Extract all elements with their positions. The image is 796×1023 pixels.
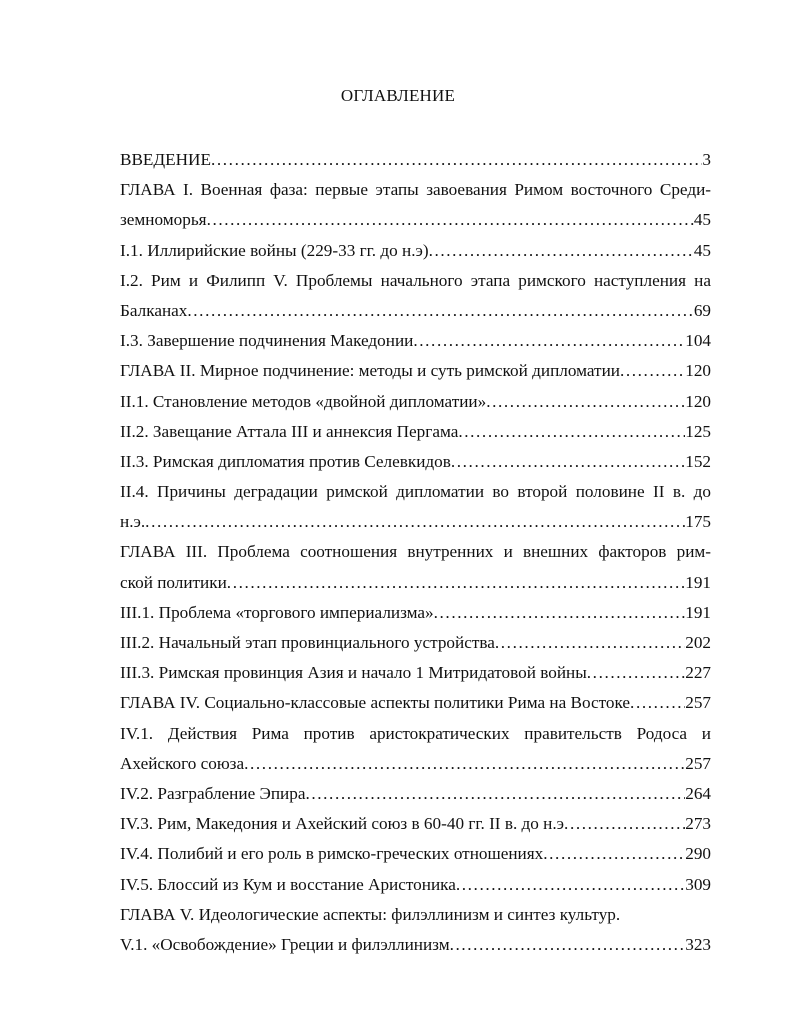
toc-entry-line — [120, 236, 711, 266]
dot-leader — [451, 447, 685, 477]
toc-page-number: 264 — [685, 783, 711, 803]
toc-entry-text: ской политики — [120, 572, 227, 592]
toc-entry-line — [120, 779, 711, 809]
toc-page-number: 227 — [685, 663, 711, 683]
toc-entry-line — [120, 507, 711, 537]
toc-entry-text: III.2. Начальный этап провинциального устройства — [120, 633, 495, 652]
toc-page-number: 104 — [685, 331, 711, 351]
toc-entry-line — [120, 387, 711, 417]
toc-page-number: 257 — [685, 693, 711, 713]
toc-page-number: 3 — [702, 150, 711, 169]
dot-leader — [458, 417, 685, 447]
toc-entry-text: Балканах — [120, 300, 188, 320]
dot-leader — [587, 658, 685, 688]
toc-page-number: 309 — [685, 874, 711, 894]
toc-entry-line — [120, 900, 711, 930]
toc-entry-text: III.3. Римская провинция Азия и начало 1 Митридатовой войны — [120, 663, 587, 683]
toc-entry-line — [120, 477, 711, 507]
toc-page-number: 152 — [685, 451, 711, 471]
toc-entry-text: II.4. Причины деградации римской дипломатии во второй половине II в. до — [120, 482, 711, 502]
toc-page-number: 273 — [685, 814, 711, 834]
toc-entry-text: IV.2. Разграбление Эпира — [120, 783, 306, 803]
toc-entry-line — [120, 205, 711, 235]
toc-entry-text: IV.5. Блоссий из Кум и восстание Аристоника — [120, 874, 456, 894]
dot-leader — [413, 326, 685, 356]
toc-entry-line — [120, 628, 711, 658]
toc-page-number: 69 — [693, 300, 711, 320]
toc-entry-line — [120, 749, 711, 779]
toc-entry-text: ГЛАВА II. Мирное подчинение: методы и суть римской дипломатии — [120, 361, 620, 381]
dot-leader — [145, 507, 685, 537]
dot-leader — [630, 688, 685, 718]
table-of-contents — [120, 145, 711, 960]
toc-entry-text: I.3. Завершение подчинения Македонии — [120, 331, 414, 351]
toc-entry-text: I.2. Рим и Филипп V. Проблемы начального этапа римского наступления на — [120, 270, 711, 290]
toc-entry-text: II.1. Становление методов «двойной дипломатии» — [120, 391, 487, 411]
toc-entry-line — [120, 839, 711, 869]
toc-page-number: 45 — [693, 240, 711, 260]
toc-entry-line — [120, 326, 711, 356]
toc-page-number: 257 — [685, 753, 711, 773]
toc-entry-text: ГЛАВА V. Идеологические аспекты: филэллинизм и синтез культур. — [120, 904, 621, 924]
toc-entry-text: ГЛАВА III. Проблема соотношения внутренних и внешних факторов рим- — [120, 542, 711, 562]
toc-entry-line — [120, 568, 711, 598]
toc-entry-text: Ахейского союза — [120, 753, 245, 773]
toc-entry-line — [120, 175, 711, 205]
dot-leader — [543, 839, 685, 869]
dot-leader — [211, 145, 702, 175]
dot-leader — [244, 749, 685, 779]
toc-entry-line — [120, 598, 711, 628]
toc-entry-text: II.3. Римская дипломатия против Селевкидов — [120, 451, 451, 471]
dot-leader — [207, 205, 694, 235]
toc-page-number: 45 — [693, 210, 711, 230]
toc-entry-text: ГЛАВА IV. Социально-классовые аспекты политики Рима на Востоке — [120, 693, 631, 713]
toc-entry-line — [120, 930, 711, 960]
toc-entry-line — [120, 809, 711, 839]
toc-entry-text: I.1. Иллирийские войны (229-33 гг. до н.э) — [120, 240, 429, 260]
dot-leader — [227, 568, 685, 598]
dot-leader — [456, 870, 685, 900]
toc-page-number: 120 — [685, 391, 711, 411]
dot-leader — [486, 387, 685, 417]
toc-entry-line — [120, 356, 711, 386]
dot-leader — [495, 628, 685, 658]
toc-entry-line — [120, 688, 711, 718]
toc-page-number: 175 — [685, 512, 711, 532]
toc-entry-text: V.1. «Освобождение» Греции и филэллинизм — [120, 934, 450, 954]
toc-page-number: 323 — [685, 934, 711, 954]
toc-entry-line — [120, 145, 711, 175]
dot-leader — [450, 930, 686, 960]
dot-leader — [620, 356, 685, 386]
toc-entry-line — [120, 417, 711, 447]
toc-entry-line — [120, 870, 711, 900]
toc-entry-text: ГЛАВА I. Военная фаза: первые этапы завоевания Римом восточного Среди- — [120, 180, 711, 200]
toc-entry-line — [120, 296, 711, 326]
toc-entry-text: II.2. Завещание Аттала III и аннексия Пергама — [120, 421, 459, 441]
toc-entry-text: земноморья — [120, 210, 207, 230]
dot-leader — [429, 236, 694, 266]
dot-leader — [305, 779, 685, 809]
toc-entry-text: IV.4. Полибий и его роль в римско-греческих отношениях — [120, 844, 544, 864]
toc-entry-line — [120, 719, 711, 749]
toc-page-number: 191 — [685, 602, 711, 622]
dot-leader — [564, 809, 685, 839]
toc-page-number: 125 — [685, 421, 711, 441]
dot-leader — [187, 296, 693, 326]
toc-entry-text: ВВЕДЕНИЕ — [120, 150, 211, 169]
toc-entry-text: IV.3. Рим, Македония и Ахейский союз в 60-40 гг. II в. до н.э — [120, 814, 565, 834]
dot-leader — [434, 598, 686, 628]
toc-page-number: 290 — [685, 844, 711, 864]
toc-entry-line — [120, 658, 711, 688]
toc-entry-text: III.1. Проблема «торгового империализма» — [120, 602, 434, 622]
toc-entry-text: н.э. — [120, 512, 146, 532]
toc-page-number: 202 — [685, 633, 711, 652]
toc-entry-line — [120, 447, 711, 477]
toc-entry-line — [120, 537, 711, 567]
toc-page-number: 120 — [685, 361, 711, 381]
toc-entry-text: IV.1. Действия Рима против аристократических правительств Родоса и — [120, 723, 711, 743]
toc-entry-line — [120, 266, 711, 296]
toc-page-number: 191 — [685, 572, 711, 592]
page-title: ОГЛАВЛЕНИЕ — [340, 86, 456, 105]
